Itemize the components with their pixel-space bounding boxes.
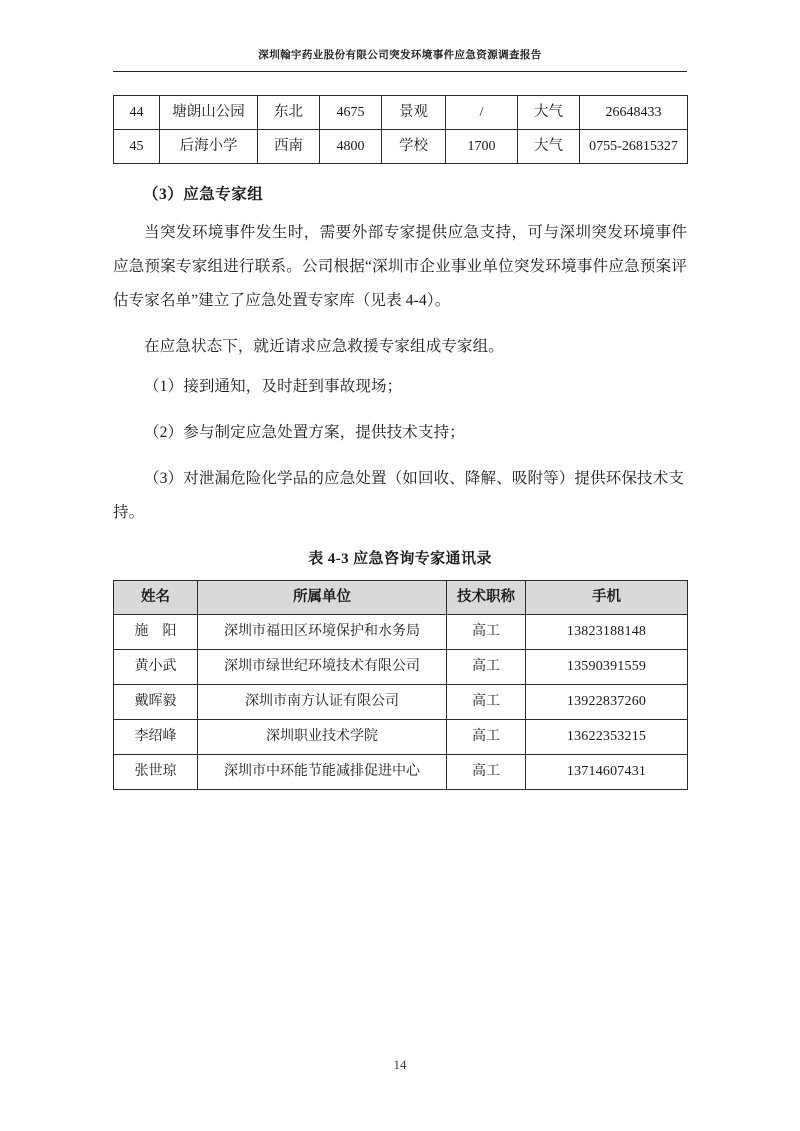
cell-name: 塘朗山公园 [160, 96, 258, 130]
cell-mobile-phone: 13590391559 [526, 650, 688, 685]
column-header: 手机 [526, 581, 688, 615]
cell-expert-unit: 深圳职业技术学院 [198, 720, 447, 755]
table-row [114, 130, 688, 164]
running-header-text: 深圳翰宇药业股份有限公司突发环境事件应急资源调查报告 [258, 50, 542, 61]
column-header: 技术职称 [447, 581, 526, 615]
cell-environment-element: 大气 [518, 130, 580, 164]
cell-technical-title: 高工 [447, 685, 526, 720]
cell-phone: 0755-26815327 [580, 130, 688, 164]
continued-table-container [113, 95, 687, 164]
cell-environment-element: 大气 [518, 96, 580, 130]
cell-index: 45 [114, 130, 160, 164]
cell-index: 44 [114, 96, 160, 130]
header-divider-rule [113, 71, 687, 72]
cell-population: 1700 [446, 130, 518, 164]
table-row [114, 685, 688, 720]
cell-mobile-phone: 13823188148 [526, 615, 688, 650]
cell-expert-name: 施 阳 [114, 615, 198, 650]
running-header [113, 48, 687, 64]
cell-expert-unit: 深圳市中环能节能减排促进中心 [198, 755, 447, 790]
cell-expert-unit: 深圳市福田区环境保护和水务局 [198, 615, 447, 650]
paragraph-emergency-state: 在应急状态下，就近请求应急救援专家组成专家组。 [144, 338, 504, 355]
cell-type: 景观 [382, 96, 446, 130]
cell-type: 学校 [382, 130, 446, 164]
column-header: 姓名 [114, 581, 198, 615]
cell-technical-title: 高工 [447, 650, 526, 685]
page-number: 14 [393, 1057, 407, 1072]
expert-table-caption: 表 4-3 应急咨询专家通讯录 [308, 551, 492, 567]
table-row [114, 720, 688, 755]
table-row [114, 96, 688, 130]
cell-technical-title: 高工 [447, 720, 526, 755]
cell-population: / [446, 96, 518, 130]
list-item-3: （3）对泄漏危险化学品的应急处置（如回收、降解、吸附等）提供环保技术支持。 [113, 470, 685, 521]
table-row [114, 615, 688, 650]
column-header: 所属单位 [198, 581, 447, 615]
cell-mobile-phone: 13714607431 [526, 755, 688, 790]
cell-mobile-phone: 13622353215 [526, 720, 688, 755]
cell-expert-name: 李绍峰 [114, 720, 198, 755]
cell-mobile-phone: 13922837260 [526, 685, 688, 720]
list-item-1: （1）接到通知，及时赶到事故现场； [144, 378, 403, 395]
list-item-2: （2）参与制定应急处置方案，提供技术支持； [144, 424, 465, 441]
cell-expert-name: 黄小武 [114, 650, 198, 685]
cell-expert-name: 张世琼 [114, 755, 198, 790]
page-footer [0, 1056, 800, 1074]
table-row [114, 650, 688, 685]
cell-distance: 4675 [320, 96, 382, 130]
cell-expert-name: 戴晖毅 [114, 685, 198, 720]
cell-name: 后海小学 [160, 130, 258, 164]
cell-direction: 东北 [258, 96, 320, 130]
paragraph-expert-group-intro: 当突发环境事件发生时，需要外部专家提供应急支持，可与深圳突发环境事件应急预案专家组进行联系。公司根据“深圳市企业事业单位突发环境事件应急预案评估专家名单”建立了应急处置专家库（见表 4-4）。 [113, 224, 687, 309]
table-header-row [114, 581, 688, 615]
cell-technical-title: 高工 [447, 615, 526, 650]
emergency-consultation-expert-directory-table [113, 580, 688, 790]
environmental-sensitive-targets-table-continued [113, 95, 688, 164]
section-heading-expert-group: （3）应急专家组 [143, 186, 264, 203]
cell-expert-unit: 深圳市绿世纪环境技术有限公司 [198, 650, 447, 685]
table-row [114, 755, 688, 790]
cell-distance: 4800 [320, 130, 382, 164]
cell-technical-title: 高工 [447, 755, 526, 790]
cell-direction: 西南 [258, 130, 320, 164]
page-content [113, 172, 687, 790]
cell-expert-unit: 深圳市南方认证有限公司 [198, 685, 447, 720]
cell-phone: 26648433 [580, 96, 688, 130]
